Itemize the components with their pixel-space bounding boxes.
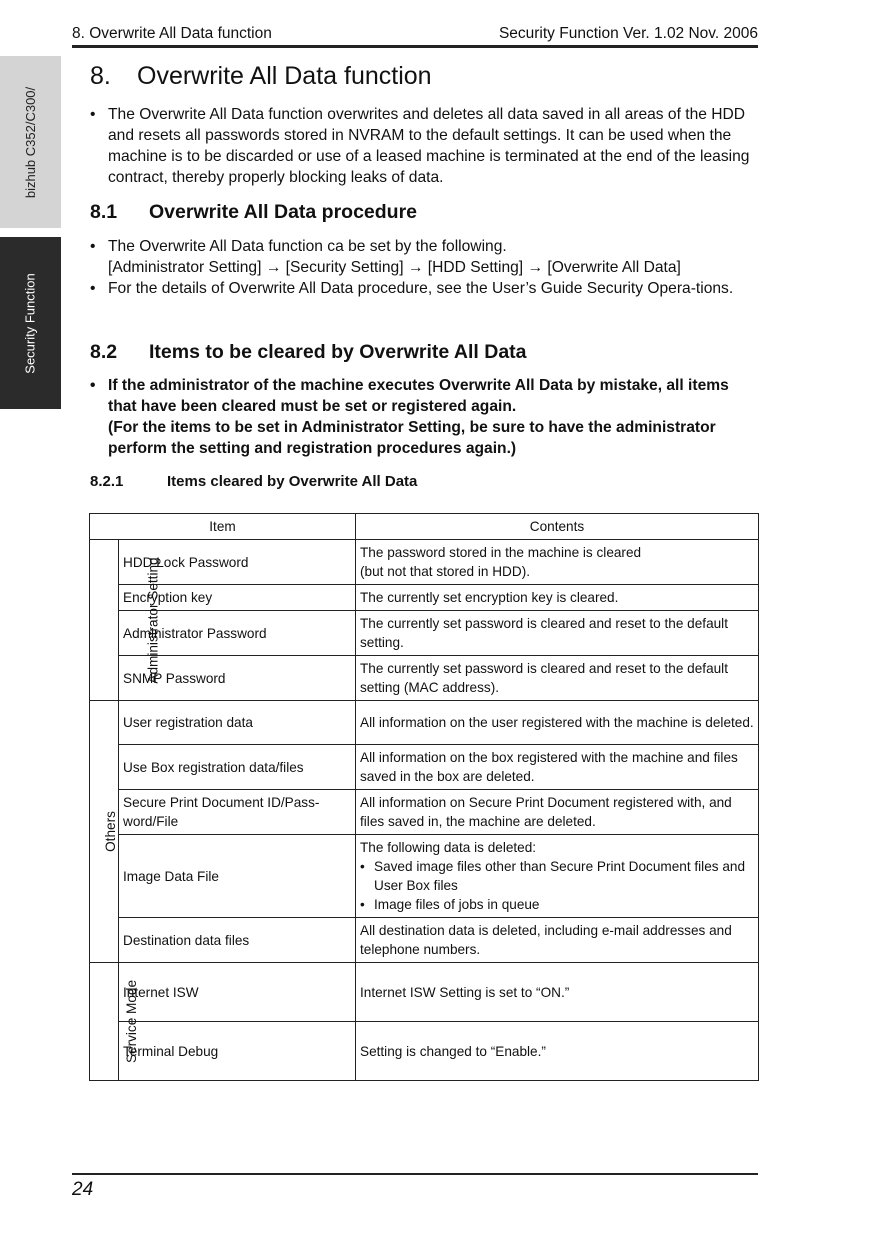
section-8-1-body <box>90 236 758 299</box>
group-others <box>90 701 119 963</box>
row-item: User registration data <box>119 701 356 745</box>
table-row <box>90 540 759 585</box>
table-row <box>90 745 759 790</box>
group-service-mode <box>90 963 140 1081</box>
row-contents: Internet ISW Setting is set to “ON.” <box>356 963 759 1022</box>
row-contents: The currently set password is cleared and reset to the default setting. <box>356 611 759 656</box>
header-doc-title: Security Function Ver. 1.02 Nov. 2006 <box>498 25 758 42</box>
table-row <box>90 918 759 963</box>
group-admin-setting <box>90 540 161 701</box>
side-tab-model-label: bizhub C352/C300/ <box>23 86 38 198</box>
contents-line: The password stored in the machine is cleared <box>360 545 642 560</box>
section-8-2-warning <box>90 375 758 459</box>
row-item: Use Box registration data/files <box>119 745 356 790</box>
list-item: • Saved image files other than Secure Print Document files and User Box files <box>360 857 754 895</box>
section-8-body <box>90 104 758 188</box>
page-header <box>72 25 758 48</box>
section-8-number: 8. <box>90 62 111 90</box>
table-row <box>90 835 759 918</box>
section-8-1-number: 8.1 <box>90 201 118 223</box>
contents-list <box>360 857 754 914</box>
bullet-1-line-2: [Administrator Setting] → [Security Setting] → [HDD Setting] → [Overwrite All Data] <box>108 259 681 276</box>
section-8-2-1-number: 8.2.1 <box>90 473 124 490</box>
table-row <box>90 656 759 701</box>
section-8-1-heading <box>90 201 417 224</box>
header-chapter: 8. Overwrite All Data function <box>72 25 272 42</box>
side-tab-model <box>0 56 61 228</box>
list-item: • Image files of jobs in queue <box>360 895 754 914</box>
table-row <box>90 963 759 1022</box>
section-8-title: Overwrite All Data function <box>137 62 432 90</box>
group-label: Service Mode <box>124 979 140 1064</box>
group-label: Others <box>102 811 118 852</box>
row-item: Administrator Password <box>119 611 356 656</box>
row-item: Encryption key <box>119 585 356 611</box>
section-8-2-number: 8.2 <box>90 341 118 363</box>
row-item: Image Data File <box>119 835 356 918</box>
section-8-bullet: • The Overwrite All Data function overwrites and deletes all data saved in all areas of the HDD and resets all passwords stored in NVRAM to the default settings. It can be used when the machine is to be discarded or use of a leased machine is terminated at the end of the leasing contract, thereby properly blocking leaks of data. <box>90 104 758 188</box>
row-contents <box>356 540 759 585</box>
row-item: Terminal Debug <box>119 1022 356 1081</box>
row-contents: All information on Secure Print Document registered with, and files saved in, the machine are deleted. <box>356 790 759 835</box>
section-8-2-1-title: Items cleared by Overwrite All Data <box>167 473 418 490</box>
warning-bullet <box>90 375 758 459</box>
group-label: Administrator Setting <box>145 556 161 684</box>
contents-intro: The following data is deleted: <box>360 840 537 855</box>
row-contents: All information on the user registered with the machine is deleted. <box>356 701 759 745</box>
section-8-1-bullet-1 <box>90 236 758 278</box>
contents-line: (but not that stored in HDD). <box>360 564 530 579</box>
table-row <box>90 1022 759 1081</box>
items-cleared-table <box>89 513 759 1081</box>
table-row <box>90 701 759 745</box>
section-8-heading <box>90 62 432 91</box>
table-row <box>90 790 759 835</box>
warning-line-2: (For the items to be set in Administrator Setting, be sure to have the administrator perform the setting and registration procedures again.) <box>108 419 716 457</box>
section-8-2-heading <box>90 341 527 364</box>
table-header-row <box>90 514 759 540</box>
side-tab-section <box>0 237 61 409</box>
warning-line-1: • If the administrator of the machine executes Overwrite All Data by mistake, all items that have been cleared must be set or registered again. <box>108 377 729 415</box>
page-number: 24 <box>72 1179 94 1200</box>
row-contents: All destination data is deleted, including e-mail addresses and telephone numbers. <box>356 918 759 963</box>
row-contents <box>356 835 759 918</box>
row-item: Secure Print Document ID/Pass-word/File <box>119 790 356 835</box>
side-tab-section-label: Security Function <box>23 272 38 374</box>
section-8-2-title: Items to be cleared by Overwrite All Data <box>149 341 527 363</box>
bullet-1-line-1: • The Overwrite All Data function ca be set by the following. <box>108 238 507 255</box>
page-footer <box>72 1173 758 1200</box>
table-row <box>90 585 759 611</box>
row-item: Destination data files <box>119 918 356 963</box>
row-contents: The currently set encryption key is cleared. <box>356 585 759 611</box>
col-header-item: Item <box>90 514 356 540</box>
section-8-1-title: Overwrite All Data procedure <box>149 201 418 223</box>
section-8-1-bullet-2: • For the details of Overwrite All Data procedure, see the User’s Guide Security Opera-tions. <box>90 278 758 299</box>
row-contents: The currently set password is cleared and reset to the default setting (MAC address). <box>356 656 759 701</box>
table-row <box>90 611 759 656</box>
row-contents: All information on the box registered with the machine and files saved in the box are deleted. <box>356 745 759 790</box>
row-item: SNMP Password <box>119 656 356 701</box>
row-item: Internet ISW <box>119 963 356 1022</box>
col-header-contents: Contents <box>356 514 759 540</box>
row-item: HDD Lock Password <box>119 540 356 585</box>
section-8-2-1-heading <box>90 473 417 490</box>
row-contents: Setting is changed to “Enable.” <box>356 1022 759 1081</box>
